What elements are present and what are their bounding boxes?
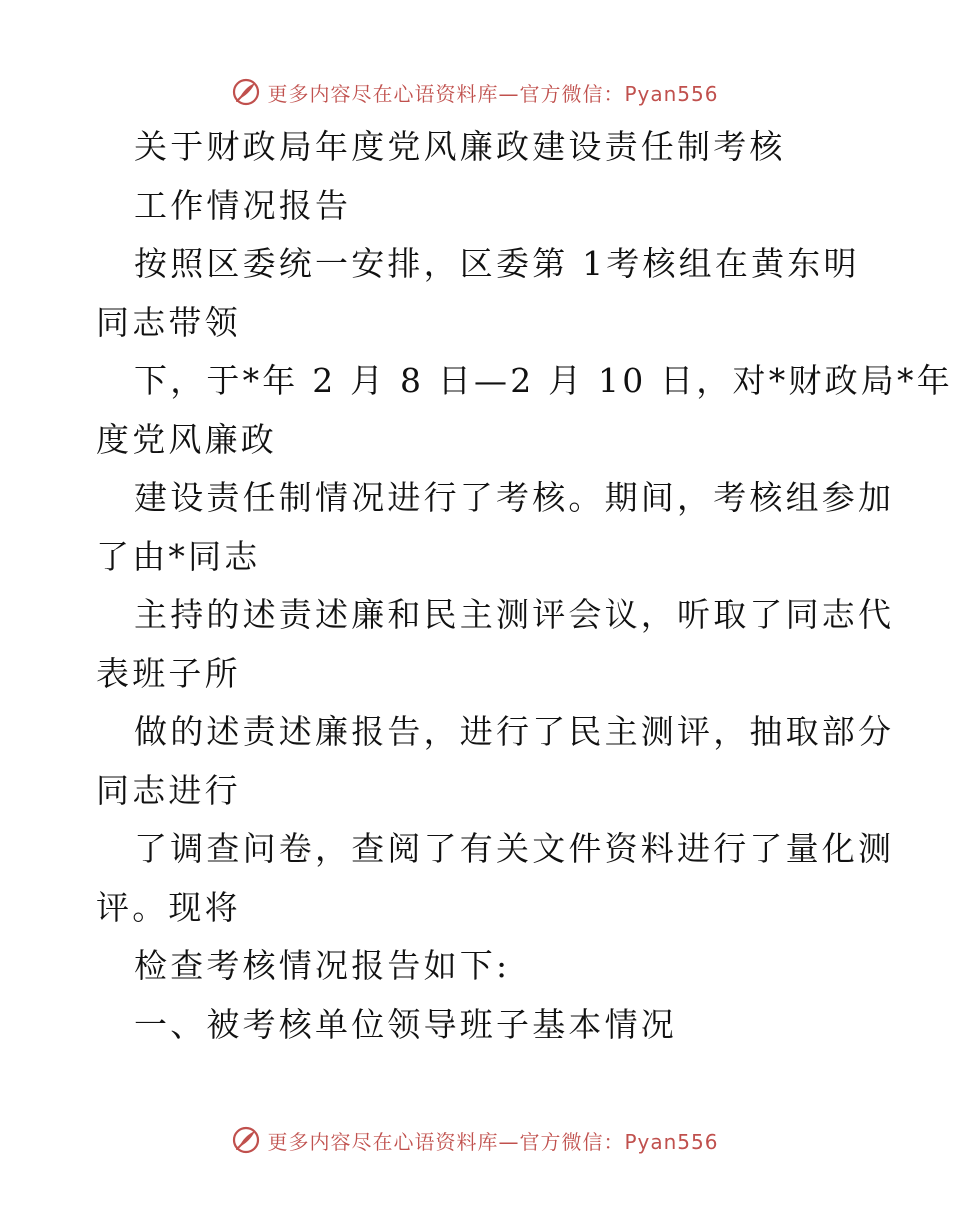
document-line: 了由*同志	[96, 536, 261, 576]
document-line: 做的述责述廉报告，进行了民主测评，抽取部分	[134, 712, 895, 751]
document-line: 下，于*年 2 月 8 日—2 月 10 日，对*财政局*年	[134, 361, 953, 400]
section-heading: 一、被考核单位领导班子基本情况	[134, 1004, 677, 1044]
document-line: 按照区委统一安排，区委第 1考核组在黄东明	[134, 244, 860, 283]
document-line: 检查考核情况报告如下:	[134, 946, 511, 985]
document-line: 建设责任制情况进行了考核。期间，考核组参加	[134, 478, 895, 517]
footer-watermark	[0, 1120, 950, 1160]
footer-watermark-text: 更多内容尽在心语资料库—官方微信：Pyan556	[267, 1129, 719, 1154]
header-watermark-text: 更多内容尽在心语资料库—官方微信：Pyan556	[267, 81, 719, 106]
document-line: 关于财政局年度党风廉政建设责任制考核	[134, 127, 786, 166]
document-line: 度党风廉政	[96, 419, 277, 459]
document-line: 同志带领	[96, 302, 241, 342]
feather-pen-logo-icon	[231, 77, 261, 107]
header-watermark	[0, 72, 950, 112]
document-line: 同志进行	[96, 770, 241, 810]
document-line: 主持的述责述廉和民主测评会议，听取了同志代	[134, 595, 895, 634]
feather-pen-logo-icon	[231, 1125, 261, 1155]
document-line: 表班子所	[96, 653, 241, 693]
document-body	[96, 118, 953, 1054]
document-line: 评。现将	[96, 887, 241, 927]
document-line: 工作情况报告	[134, 185, 352, 225]
document-line: 了调查问卷，查阅了有关文件资料进行了量化测	[134, 829, 895, 868]
